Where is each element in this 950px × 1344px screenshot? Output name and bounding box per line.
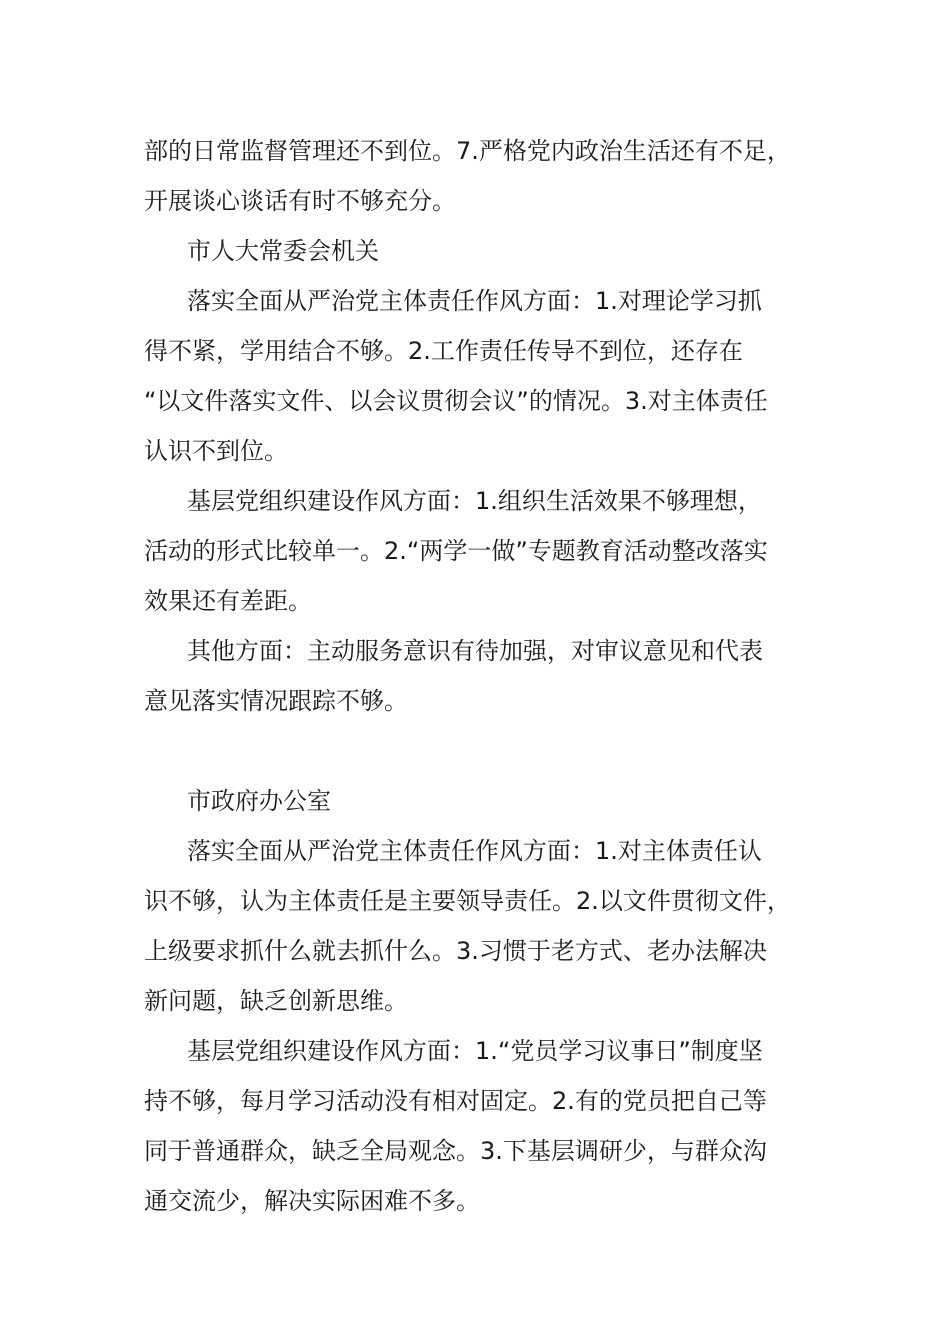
text-line: “以文件落实文件、以会议贯彻会议”的情况。3.对主体责任 — [144, 387, 768, 415]
text-line: 认识不到位。 — [144, 437, 288, 465]
text-line: 新问题，缺乏创新思维。 — [144, 987, 408, 1015]
text-line: 识不够，认为主体责任是主要领导责任。2.以文件贯彻文件， — [144, 887, 791, 915]
section-heading-municipal-npc-standing-committee: 市人大常委会机关 — [187, 237, 379, 265]
paragraph-start: 基层党组织建设作风方面：1.组织生活效果不够理想， — [187, 487, 762, 515]
text-line: 开展谈心谈话有时不够充分。 — [144, 187, 456, 215]
text-line: 上级要求抓什么就去抓什么。3.习惯于老方式、老办法解决 — [144, 937, 767, 965]
text-line: 部的日常监督管理还不到位。7.严格党内政治生活还有不足， — [144, 137, 791, 165]
text-line: 效果还有差距。 — [144, 587, 312, 615]
text-line: 活动的形式比较单一。2.“两学一做”专题教育活动整改落实 — [144, 537, 768, 565]
document-body — [144, 126, 834, 1226]
text-line: 通交流少，解决实际困难不多。 — [144, 1187, 480, 1215]
text-line: 意见落实情况跟踪不够。 — [144, 687, 408, 715]
text-line: 得不紧，学用结合不够。2.工作责任传导不到位，还存在 — [144, 337, 743, 365]
paragraph-start: 落实全面从严治党主体责任作风方面：1.对理论学习抓 — [187, 287, 762, 315]
section-heading-municipal-government-office: 市政府办公室 — [187, 787, 331, 815]
text-line: 同于普通群众，缺乏全局观念。3.下基层调研少，与群众沟 — [144, 1137, 767, 1165]
paragraph-start: 基层党组织建设作风方面：1.“党员学习议事日”制度坚 — [187, 1037, 763, 1065]
text-line: 持不够，每月学习活动没有相对固定。2.有的党员把自己等 — [144, 1087, 767, 1115]
paragraph-start: 落实全面从严治党主体责任作风方面：1.对主体责任认 — [187, 837, 762, 865]
paragraph-start: 其他方面：主动服务意识有待加强，对审议意见和代表 — [187, 637, 763, 665]
blank-line — [144, 726, 834, 776]
